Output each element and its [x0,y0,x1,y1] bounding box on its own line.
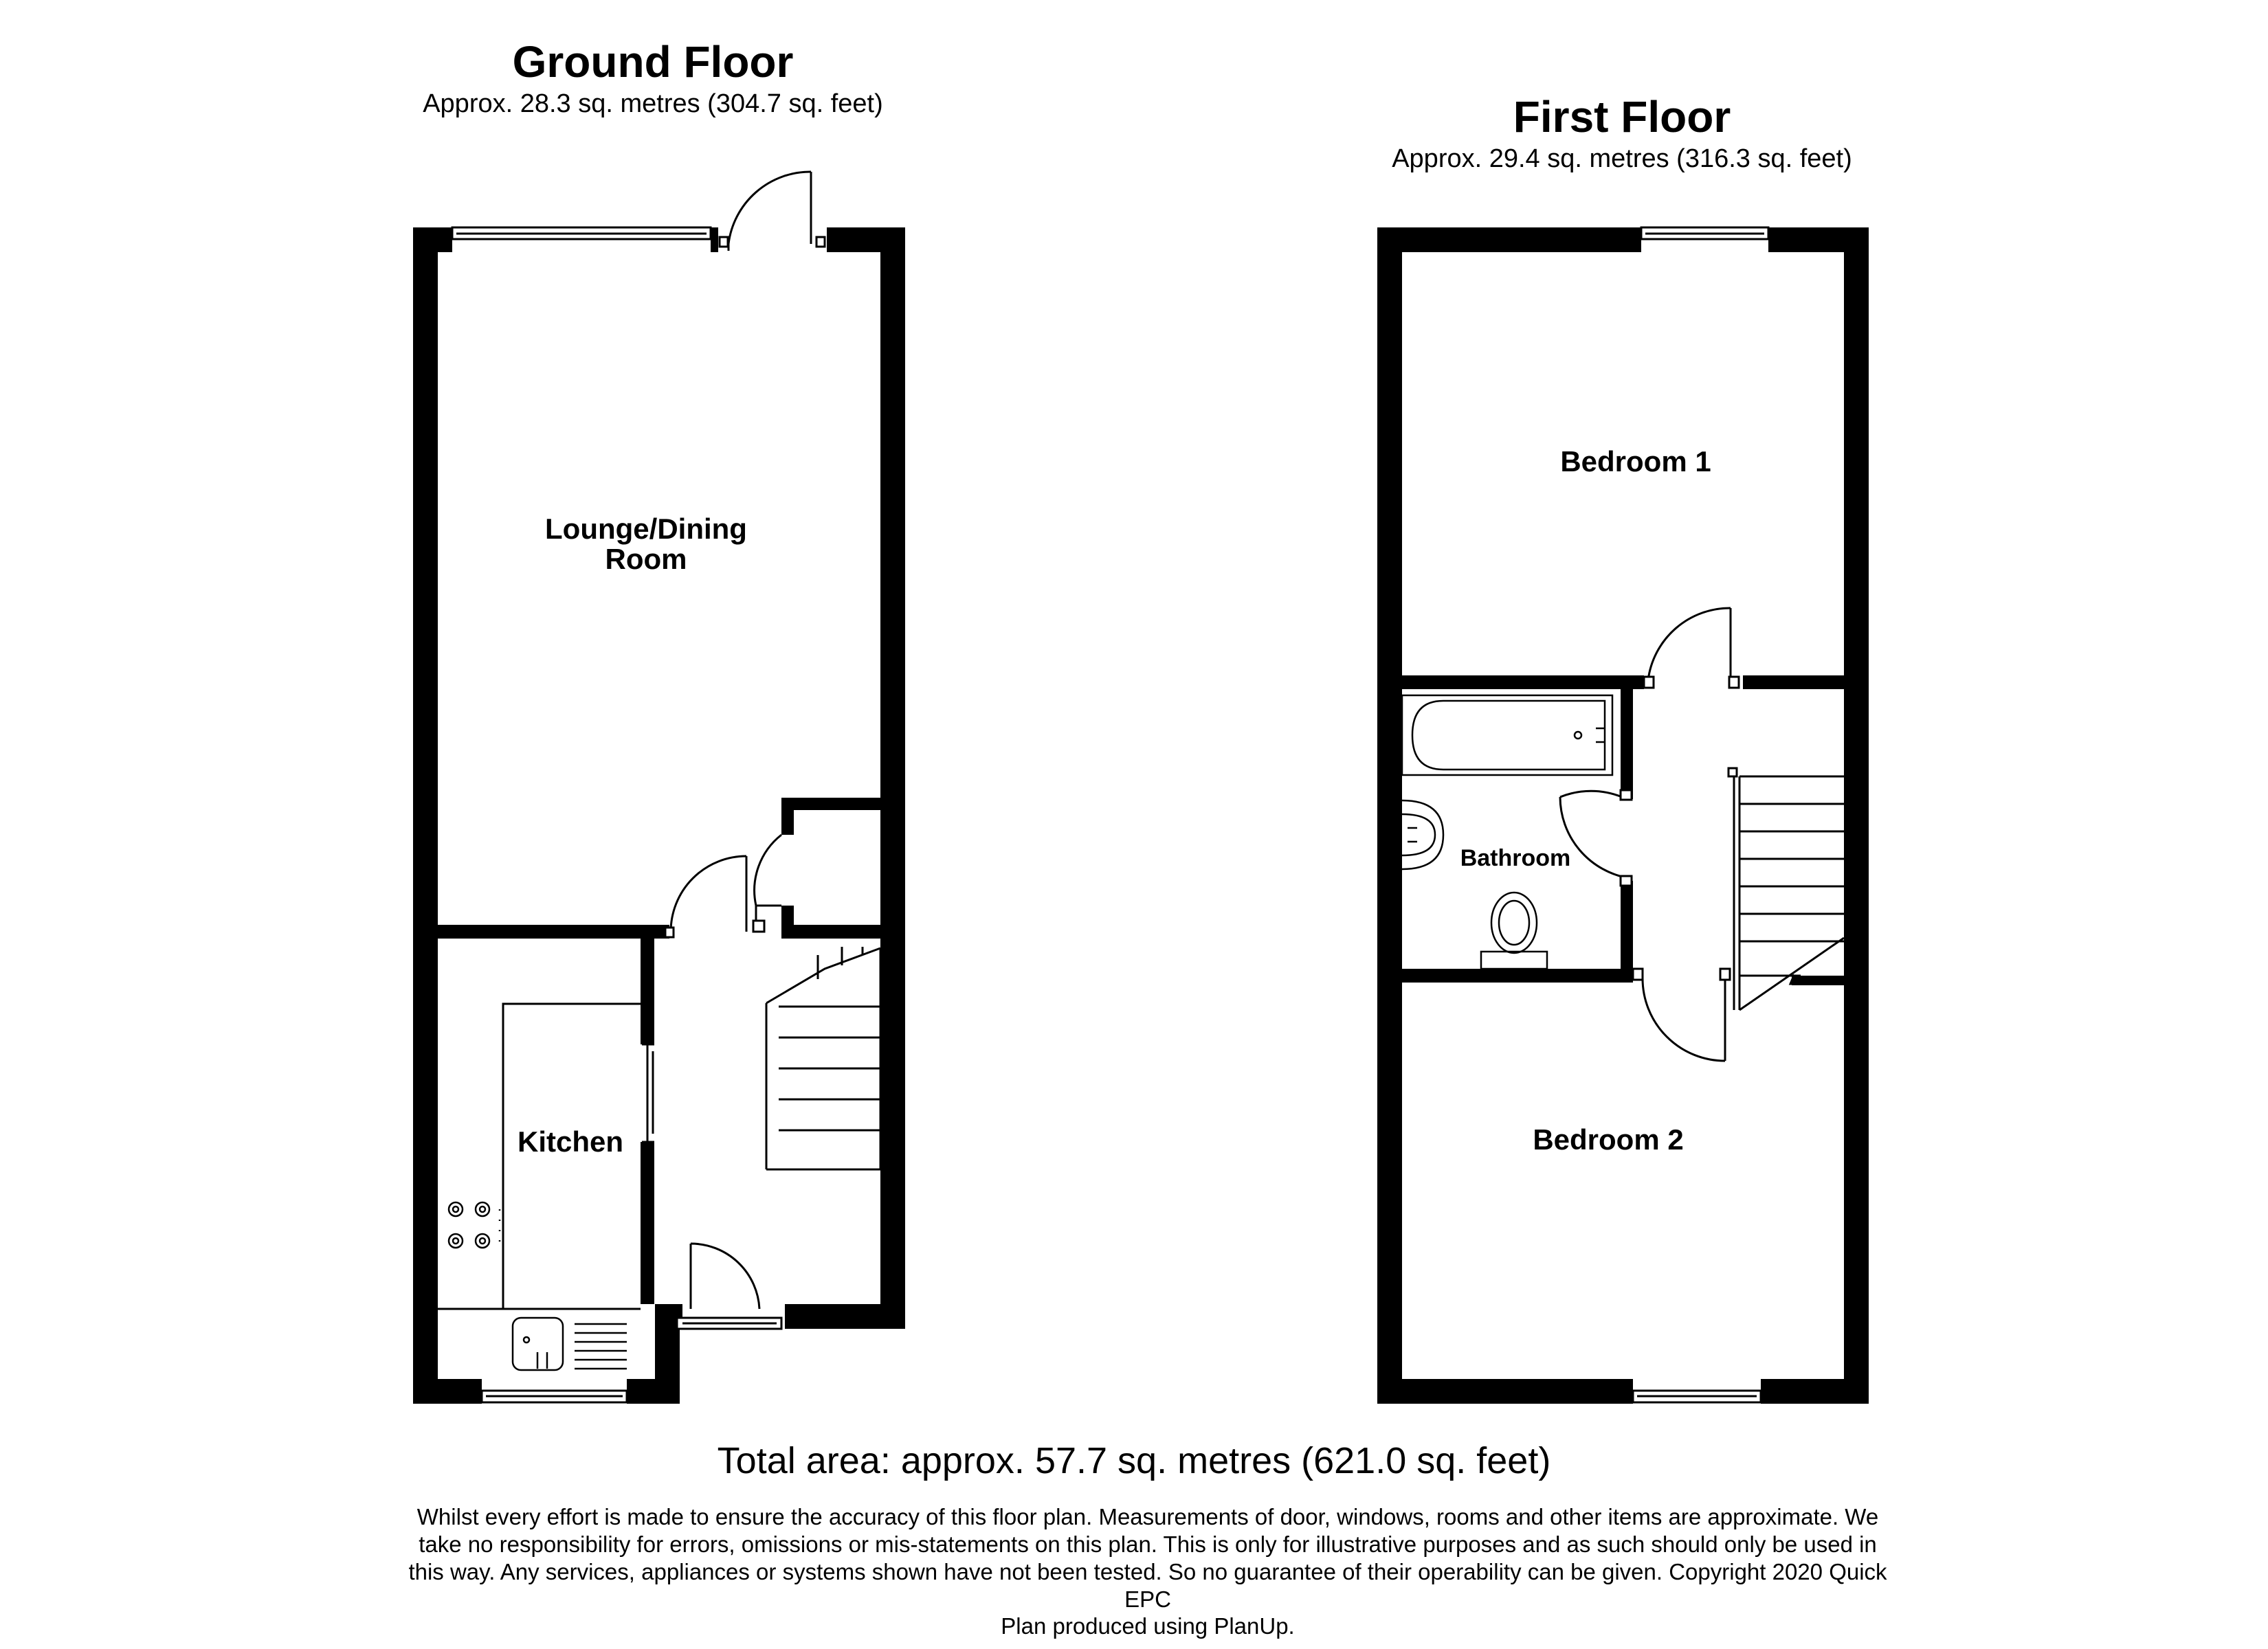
ground-floor-area: Approx. 28.3 sq. metres (304.7 sq. feet) [423,89,883,118]
room-label-bathroom: Bathroom [1460,845,1571,871]
lounge-label-line2: Room [605,543,687,575]
gf-door-front [677,1244,781,1329]
gf-wall-bottom-right [785,1304,905,1329]
ground-floor-title: Ground Floor [512,37,794,87]
gf-wall-cupboard-leftlow [781,906,794,926]
room-label-lounge-dining [509,514,783,574]
gf-wall-bottom-left [413,1379,482,1404]
gf-wall-right [880,227,905,1329]
first-floor-area: Approx. 29.4 sq. metres (316.3 sq. feet) [1392,144,1852,173]
ff-door-bedroom1 [1644,608,1739,688]
ff-wall-bottom-left [1377,1379,1633,1404]
gf-wall-stair-divider [785,925,796,939]
gf-door-rear [720,172,825,251]
gf-wall-cupboard-left [781,798,794,835]
first-floor-fixtures [1402,227,1844,1402]
ff-door-bedroom2 [1633,969,1730,1061]
gf-kitchen-sink [513,1318,627,1370]
gf-wall-bottom-kitchen [627,1379,680,1404]
ff-wall-bath-top-inner [1622,689,1633,799]
ff-wall-left [1377,227,1402,1404]
ff-wall-bath-bed2 [1402,969,1633,983]
gf-wall-cupboard-top [781,798,880,810]
ff-wall-bed1-bath [1402,675,1644,689]
ff-wall-right [1844,227,1869,1404]
gf-wall-hall-top [781,925,880,939]
room-label-bedroom2: Bedroom 2 [1533,1123,1684,1156]
gf-wall-kitchen-hall-lower [641,1142,654,1304]
disclaimer-text: Whilst every effort is made to ensure the accuracy of this floor plan. Measurements of door, windows, rooms and other items are approximate. We take no responsibility for errors, omissions or mis-statements on this plan. This is only for illustrative purposes and as such should only be used in this way. Any services, appliances or systems shown have not been tested. So no guarantee of their operability can be given. Copyright 2020 Quick EPC [408,1504,1887,1612]
gf-wall-left [413,227,438,1404]
gf-wall-top-mid [711,227,718,252]
first-floor-plan [1377,227,1869,1404]
gf-stairs [763,947,880,1169]
ground-floor-fixtures [438,172,880,1402]
gf-wall-lounge-kitchen [438,925,665,939]
ff-toilet [1481,893,1547,969]
ground-floor-plan [413,227,905,1404]
gf-door-lounge [665,856,746,937]
lounge-label-line1: Lounge/Dining [545,513,747,545]
gf-kitchen-hob [449,1202,500,1248]
room-label-kitchen: Kitchen [517,1125,623,1158]
ff-wall-bottom-right [1761,1379,1869,1404]
gf-door-cupboard [753,835,781,932]
first-floor-title: First Floor [1513,92,1731,142]
ff-wall-bed1-landing [1743,675,1844,689]
plan-credit: Plan produced using PlanUp. [1001,1613,1295,1639]
ff-wall-bath-right-lower [1621,881,1633,983]
gf-wall-kitchen-hall [641,925,654,1044]
total-area: Total area: approx. 57.7 sq. metres (621.0 sq. feet) [717,1440,1551,1481]
ff-stairs [1728,768,1844,1010]
ff-bath [1402,695,1612,775]
room-label-bedroom1: Bedroom 1 [1560,445,1711,478]
ff-wall-top-left [1377,227,1641,252]
